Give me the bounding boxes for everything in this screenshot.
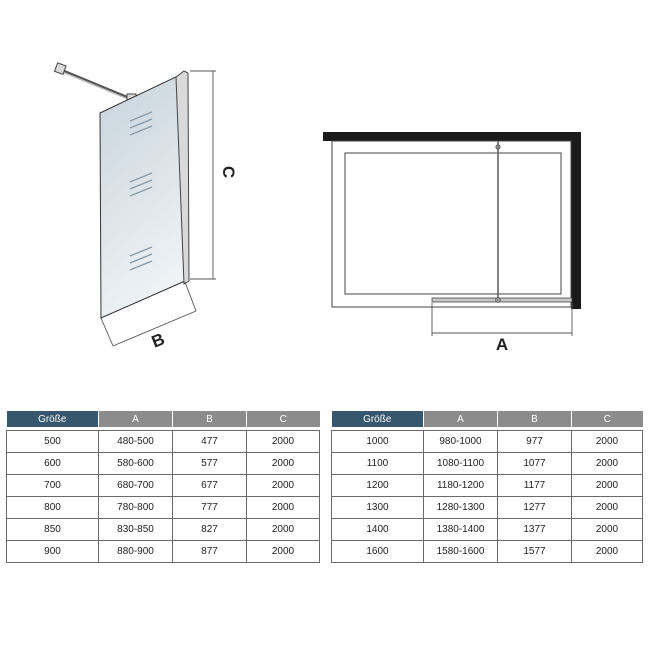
cell-c: 2000 [572, 475, 643, 497]
table-row [7, 431, 320, 453]
table-row [7, 497, 320, 519]
cell-size: 800 [7, 497, 99, 519]
cell-size: 1000 [332, 431, 424, 453]
table-row [332, 475, 643, 497]
cell-size: 1300 [332, 497, 424, 519]
cell-a: 880-900 [99, 541, 173, 563]
cell-b: 577 [173, 453, 247, 475]
side-wall [571, 132, 581, 309]
cell-size: 1600 [332, 541, 424, 563]
cell-size: 600 [7, 453, 99, 475]
table-row [332, 541, 643, 563]
table-row [332, 431, 643, 453]
cell-b: 877 [173, 541, 247, 563]
table-header-row [332, 411, 643, 427]
shower-tray-inner [345, 153, 561, 294]
table-row [7, 519, 320, 541]
size-table-left [6, 411, 320, 563]
cell-b: 1377 [498, 519, 572, 541]
cell-size: 850 [7, 519, 99, 541]
cell-b: 777 [173, 497, 247, 519]
table-row [332, 497, 643, 519]
dimension-b-label: B [148, 329, 168, 352]
wall-support-arm [55, 63, 136, 103]
size-table-right [331, 411, 643, 563]
header-size: Größe [332, 411, 424, 427]
cell-c: 2000 [572, 541, 643, 563]
cell-b: 977 [498, 431, 572, 453]
cell-c: 2000 [572, 453, 643, 475]
cell-a: 1380-1400 [424, 519, 498, 541]
cell-a: 680-700 [99, 475, 173, 497]
glass-panel-top [432, 298, 572, 302]
dimension-a-label: A [495, 335, 509, 354]
cell-c: 2000 [247, 497, 320, 519]
cell-c: 2000 [572, 431, 643, 453]
cell-b: 1577 [498, 541, 572, 563]
dimension-c-label: C [219, 165, 238, 179]
table-row [332, 519, 643, 541]
cell-c: 2000 [247, 453, 320, 475]
header-c: C [247, 411, 320, 427]
table-header-row [7, 411, 320, 427]
table-row [7, 453, 320, 475]
cell-b: 1077 [498, 453, 572, 475]
cell-size: 900 [7, 541, 99, 563]
cell-a: 1580-1600 [424, 541, 498, 563]
cell-size: 1100 [332, 453, 424, 475]
header-size: Größe [7, 411, 99, 427]
cell-a: 1080-1100 [424, 453, 498, 475]
cell-size: 500 [7, 431, 99, 453]
header-a: A [424, 411, 498, 427]
header-b: B [498, 411, 572, 427]
header-c: C [572, 411, 643, 427]
cell-b: 1177 [498, 475, 572, 497]
cell-size: 1400 [332, 519, 424, 541]
dimension-c [190, 71, 216, 279]
cell-c: 2000 [247, 475, 320, 497]
cell-b: 827 [173, 519, 247, 541]
shower-tray [332, 141, 571, 307]
cell-b: 1277 [498, 497, 572, 519]
cell-a: 580-600 [99, 453, 173, 475]
cell-a: 480-500 [99, 431, 173, 453]
cell-a: 830-850 [99, 519, 173, 541]
cell-c: 2000 [247, 519, 320, 541]
cell-a: 980-1000 [424, 431, 498, 453]
cell-a: 1280-1300 [424, 497, 498, 519]
table-row [7, 475, 320, 497]
cell-b: 677 [173, 475, 247, 497]
back-wall [323, 132, 581, 141]
cell-c: 2000 [247, 541, 320, 563]
cell-size: 1200 [332, 475, 424, 497]
cell-b: 477 [173, 431, 247, 453]
top-view [323, 132, 581, 354]
cell-c: 2000 [247, 431, 320, 453]
cell-c: 2000 [572, 519, 643, 541]
perspective-view [55, 63, 238, 352]
cell-c: 2000 [572, 497, 643, 519]
dimension-a [432, 303, 572, 336]
table-row [332, 453, 643, 475]
header-a: A [99, 411, 173, 427]
header-b: B [173, 411, 247, 427]
cell-a: 1180-1200 [424, 475, 498, 497]
table-row [7, 541, 320, 563]
cell-a: 780-800 [99, 497, 173, 519]
cell-size: 700 [7, 475, 99, 497]
glass-panel [100, 74, 185, 318]
